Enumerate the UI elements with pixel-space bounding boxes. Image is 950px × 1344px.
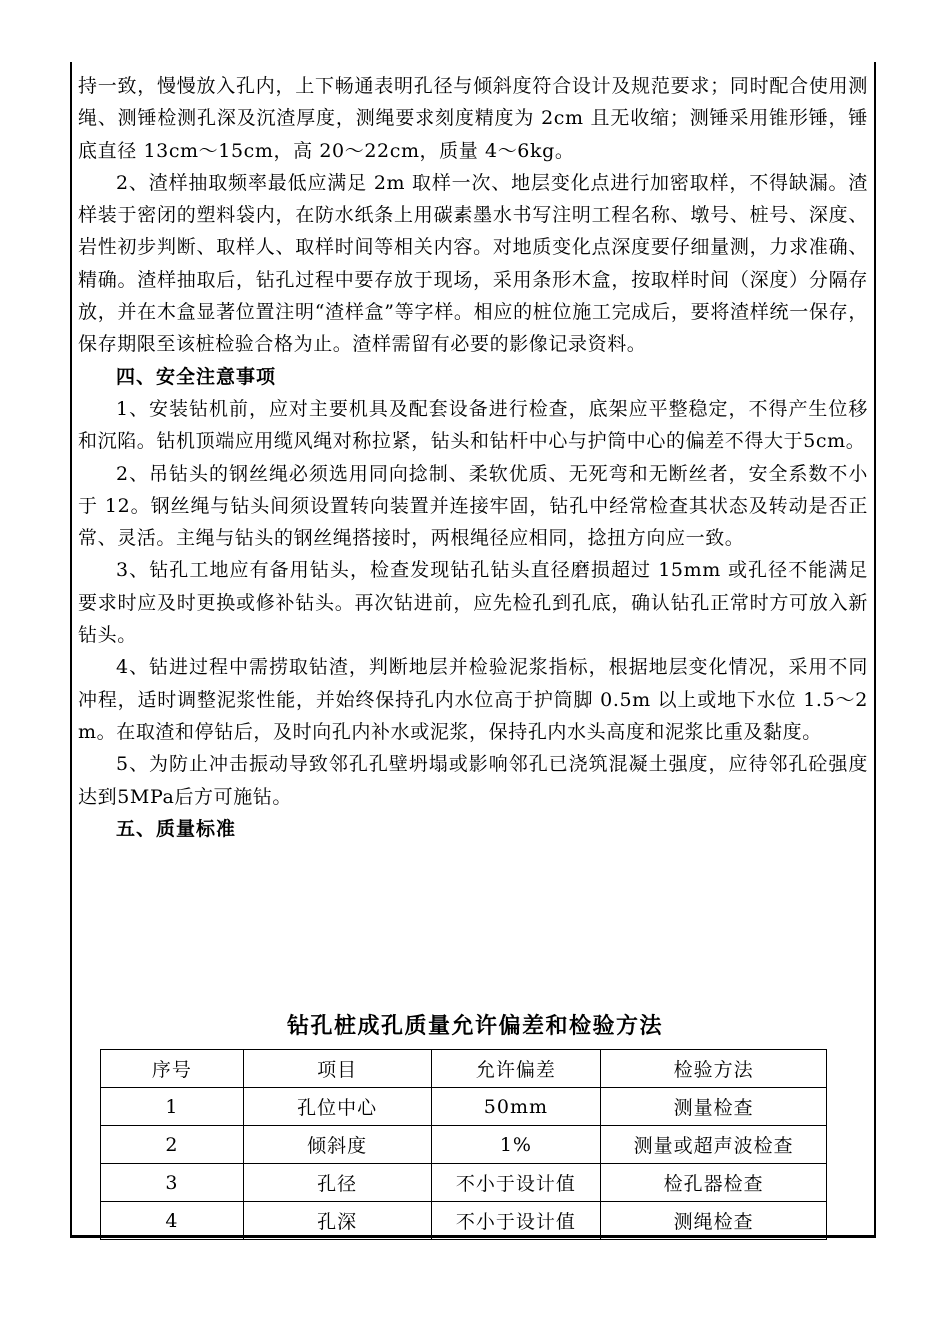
header-cell: 检验方法 [601, 1050, 827, 1088]
safety-item: 2、吊钻头的钢丝绳必须选用同向捻制、柔软优质、无死弯和无断丝者，安全系数不小于 12。钢丝绳与钻头间须设置转向装置并连接牢固，钻孔中经常检查其状态及转动是否正常、灵活。主绳与钻头的钢丝绳搭接时，两根绳径应相同，捻扭方向应一致。 [78, 462, 868, 550]
table-cell: 测量检查 [601, 1088, 827, 1126]
safety-item: 3、钻孔工地应有备用钻头，检查发现钻孔钻头直径磨损超过 15mm 或孔径不能满足要求时应及时更换或修补钻头。再次钻进前，应先检孔到孔底，确认钻孔正常时方可放入新钻头。 [78, 559, 868, 647]
table-cell: 孔位中心 [243, 1088, 431, 1126]
table-cell: 1% [431, 1126, 601, 1164]
header-cell: 项目 [243, 1050, 431, 1088]
table-cell: 2 [101, 1126, 244, 1164]
safety-item: 5、为防止冲击振动导致邻孔孔壁坍塌或影响邻孔已浇筑混凝土强度，应待邻孔砼强度达到5MPa后方可施钻。 [78, 753, 868, 808]
table-cell: 1 [101, 1088, 244, 1126]
paragraph-slag-sampling: 2、渣样抽取频率最低应满足 2m 取样一次、地层变化点进行加密取样，不得缺漏。渣样装于密闭的塑料袋内，在防水纸条上用碳素墨水书写注明工程名称、墩号、桩号、深度、岩性初步判断、取样人、取样时间等相关内容。对地质变化点深度要仔细量测，力求准确、精确。渣样抽取后，钻孔过程中要存放于现场，采用条形木盒，按取样时间（深度）分隔存放，并在木盒显著位置注明“渣样盒”等字样。相应的桩位施工完成后，要将渣样统一保存，保存期限至该桩检验合格为止。渣样需留有必要的影像记录资料。 [78, 171, 868, 356]
header-cell: 序号 [101, 1050, 244, 1088]
table-cell: 测量或超声波检查 [601, 1126, 827, 1164]
document-body [78, 70, 868, 845]
table-cell: 4 [101, 1202, 244, 1240]
quality-table [100, 1049, 827, 1240]
table-row [101, 1164, 827, 1202]
table-cell: 3 [101, 1164, 244, 1202]
header-cell: 允许偏差 [431, 1050, 601, 1088]
safety-item: 1、安装钻机前，应对主要机具及配套设备进行检查，底架应平整稳定，不得产生位移和沉陷。钻机顶端应用缆风绳对称拉紧，钻头和钻杆中心与护筒中心的偏差不得大于5cm。 [78, 397, 868, 453]
table-cell: 孔径 [243, 1164, 431, 1202]
table-title: 钻孔桩成孔质量允许偏差和检验方法 [286, 1013, 663, 1039]
table-row [101, 1202, 827, 1240]
table-header-row [101, 1050, 827, 1088]
table-cell: 不小于设计值 [431, 1202, 601, 1240]
table-cell: 测绳检查 [601, 1202, 827, 1240]
table-cell: 倾斜度 [243, 1126, 431, 1164]
table-cell: 检孔器检查 [601, 1164, 827, 1202]
table-row [101, 1088, 827, 1126]
table-cell: 不小于设计值 [431, 1164, 601, 1202]
table-cell: 50mm [431, 1088, 601, 1126]
section-heading-quality: 五、质量标准 [116, 817, 237, 840]
paragraph-hole-inspection: 持一致，慢慢放入孔内，上下畅通表明孔径与倾斜度符合设计及规范要求；同时配合使用测绳、测锤检测孔深及沉渣厚度，测绳要求刻度精度为 2cm 且无收缩；测锤采用锥形锤，锤底直径 13cm～15cm，高 20～22cm，质量 4～6kg。 [78, 75, 868, 162]
table-cell: 孔深 [243, 1202, 431, 1240]
table-row [101, 1126, 827, 1164]
section-heading-safety: 四、安全注意事项 [116, 365, 277, 388]
safety-item: 4、钻进过程中需捞取钻渣，判断地层并检验泥浆指标，根据地层变化情况，采用不同冲程，适时调整泥浆性能，并始终保持孔内水位高于护筒脚 0.5m 以上或地下水位 1.5～2m。在取渣和停钻后，及时向孔内补水或泥浆，保持孔内水头高度和泥浆比重及黏度。 [78, 656, 868, 743]
